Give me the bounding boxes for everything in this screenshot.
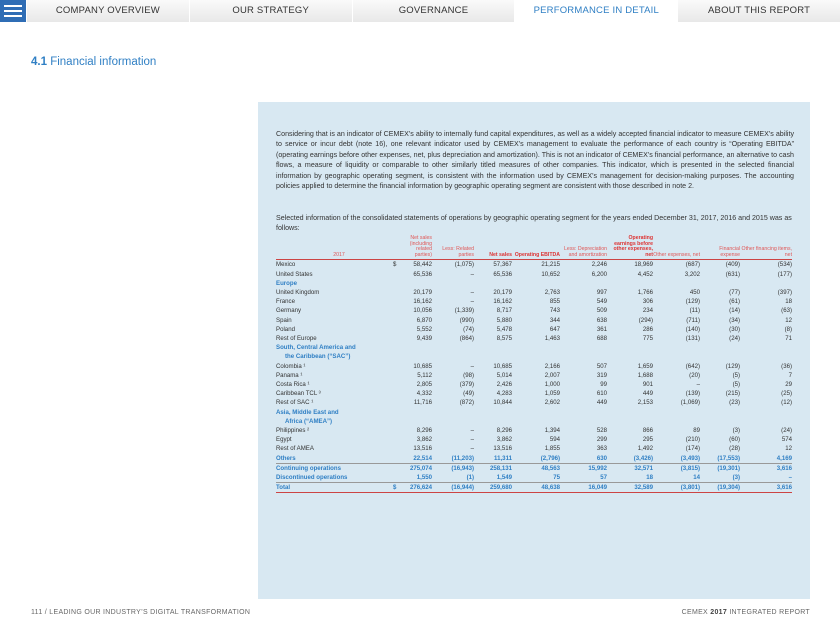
- tab-our-strategy[interactable]: OUR STRATEGY: [189, 0, 352, 22]
- table-group-row: [276, 343, 792, 352]
- currency-symbol: [390, 316, 402, 325]
- currency-symbol: [390, 444, 402, 453]
- currency-symbol: [390, 389, 402, 398]
- table-cell: 450: [689, 288, 701, 296]
- table-cell: 9,439: [416, 335, 433, 342]
- table-cell: 65,536: [413, 270, 433, 278]
- table-cell: (215): [725, 390, 741, 398]
- table-row: [276, 306, 792, 315]
- row-label: Poland: [276, 325, 295, 333]
- group-label: Asia, Middle East and: [276, 408, 339, 416]
- table-cell: 2,763: [544, 288, 561, 296]
- footer-left: [31, 609, 250, 616]
- table-cell: 10,685: [493, 362, 513, 370]
- table-cell: (60): [729, 436, 741, 444]
- table-cell: 2,246: [591, 261, 608, 269]
- table-cell: 32,571: [607, 463, 653, 473]
- table-cell: 32,589: [607, 483, 653, 493]
- table-row: [276, 297, 792, 306]
- table-cell: 688: [596, 335, 608, 342]
- table-cell: (19,304): [700, 483, 740, 493]
- row-label: United Kingdom: [276, 288, 320, 296]
- section-number: 4.1: [31, 56, 47, 68]
- hamburger-menu-icon[interactable]: [0, 0, 26, 22]
- footer-year: 2017: [710, 609, 728, 616]
- column-header: Net sales (including related parties): [402, 236, 432, 260]
- table-cell: –: [470, 362, 475, 370]
- table-header-row: [276, 236, 792, 260]
- table-cell: 2,426: [496, 381, 513, 389]
- table-cell: (8): [784, 325, 793, 333]
- table-body: [276, 260, 792, 493]
- table-cell: 16,162: [413, 298, 433, 306]
- group-label: Africa (“AMEA”): [285, 417, 333, 425]
- column-header: Net sales: [474, 236, 512, 260]
- table-cell: –: [788, 474, 793, 482]
- currency-symbol: [390, 426, 402, 435]
- table-cell: –: [470, 445, 475, 453]
- table-cell: –: [470, 298, 475, 306]
- table-cell: 286: [642, 325, 654, 333]
- financial-info-panel: [258, 102, 810, 599]
- table-cell: (98): [463, 371, 475, 379]
- table-cell: 1,688: [637, 371, 654, 379]
- table-cell: 630: [596, 454, 608, 462]
- table-cell: 6,200: [591, 270, 608, 278]
- table-cell: (49): [463, 390, 475, 398]
- table-cell: 8,296: [416, 427, 433, 435]
- table-cell: 71: [785, 335, 793, 342]
- table-cell: 610: [596, 390, 608, 398]
- table-cell: 5,552: [416, 325, 433, 333]
- table-cell: 1,855: [544, 445, 561, 453]
- table-cell: (397): [777, 288, 793, 296]
- currency-symbol: $: [390, 483, 402, 493]
- table-cell: 1,463: [544, 335, 561, 342]
- table-cell: 20,179: [413, 288, 433, 296]
- table-cell: (74): [463, 325, 475, 333]
- table-cell: 10,652: [541, 270, 561, 278]
- row-label: Egypt: [276, 436, 292, 444]
- table-cell: (409): [725, 261, 741, 269]
- table-cell: 997: [596, 288, 608, 296]
- table-cell: 21,215: [541, 261, 561, 269]
- table-cell: (77): [729, 288, 741, 296]
- currency-symbol: [390, 306, 402, 315]
- table-cell: 5,014: [496, 371, 513, 379]
- table-cell: 509: [596, 307, 608, 315]
- table-cell: –: [696, 381, 701, 389]
- currency-symbol: [390, 371, 402, 380]
- table-cell: (19,301): [700, 463, 740, 473]
- row-label: Spain: [276, 316, 292, 324]
- table-cell: 344: [549, 316, 561, 324]
- column-header: Other expenses, net: [653, 236, 700, 260]
- currency-symbol: [390, 473, 402, 483]
- intro-paragraph: Considering that is an indicator of CEMEX’s ability to internally fund capital expenditures, as well as a widely accepted financial indicator to measure CEMEX’s ability to service or incur debt (note 16), one relevant indicator used by CEMEX’s management to evaluate the performance of each country is “Operating EBITDA” (operating earnings before other expenses, net, plus depreciation and amortization). This is not an indicator of CEMEX’s financial performance, an alternative to cash flows, a measure of liquidity or comparable to other similarly titled measures of other companies. This indicator, which is presented in the selected financial information by geographic operating segment, is consistent with the information used by CEMEX’s management for decision-making purposes. The accounting policies applied to determine the financial information by geographic operating segment are consistent with those described in note 2.: [276, 130, 794, 191]
- table-cell: (5): [732, 371, 741, 379]
- table-cell: 16,049: [560, 483, 607, 493]
- table-cell: 10,685: [413, 362, 433, 370]
- table-cell: 2,805: [416, 381, 433, 389]
- table-cell: 1,492: [637, 445, 654, 453]
- table-group-row: [276, 352, 792, 361]
- table-row: [276, 435, 792, 444]
- table-cell: 48,563: [512, 463, 560, 473]
- table-row: [276, 398, 792, 407]
- table-cell: –: [470, 270, 475, 278]
- footer-report-title: INTEGRATED REPORT: [729, 609, 810, 616]
- table-cell: 2,166: [544, 362, 561, 370]
- table-row: [276, 334, 792, 343]
- table-cell: 8,296: [496, 427, 513, 435]
- table-cell: (139): [685, 390, 701, 398]
- currency-symbol: [390, 288, 402, 297]
- table-cell: 901: [642, 381, 654, 389]
- table-cell: 1,659: [637, 362, 654, 370]
- currency-symbol: [390, 270, 402, 279]
- table-cell: (864): [459, 335, 475, 342]
- table-cell: –: [470, 427, 475, 435]
- tab-performance-in-detail[interactable]: PERFORMANCE IN DETAIL: [514, 0, 677, 22]
- table-row: [276, 444, 792, 453]
- table-cell: 259,680: [474, 483, 512, 493]
- table-cell: 449: [642, 390, 654, 398]
- table-cell: (25): [781, 390, 793, 398]
- table-row: [276, 473, 792, 483]
- table-cell: 8,575: [496, 335, 513, 342]
- table-cell: (129): [725, 362, 741, 370]
- table-cell: (16,944): [432, 483, 474, 493]
- table-cell: (1,339): [454, 307, 475, 315]
- table-cell: 4,332: [416, 390, 433, 398]
- table-cell: 12: [785, 445, 793, 453]
- table-cell: (687): [685, 261, 701, 269]
- row-label: Rest of SAC ¹: [276, 399, 314, 407]
- table-year-header: 2017: [276, 236, 402, 260]
- table-cell: 507: [596, 362, 608, 370]
- table-cell: (711): [686, 316, 701, 324]
- table-cell: (3,493): [680, 454, 701, 462]
- table-cell: (177): [777, 270, 793, 278]
- table-row: [276, 380, 792, 389]
- table-cell: (30): [729, 325, 741, 333]
- table-cell: (36): [781, 362, 793, 370]
- top-navigation: [0, 0, 840, 22]
- table-cell: 275,074: [402, 463, 432, 473]
- table-cell: 234: [642, 307, 654, 315]
- table-row: [276, 389, 792, 398]
- table-cell: 12: [785, 316, 793, 324]
- table-row: [276, 288, 792, 297]
- table-cell: 549: [596, 298, 608, 306]
- table-cell: 299: [596, 436, 608, 444]
- currency-symbol: [390, 463, 402, 473]
- table-row: [276, 454, 792, 464]
- tab-governance[interactable]: GOVERNANCE: [352, 0, 515, 22]
- currency-symbol: [390, 362, 402, 371]
- table-cell: (17,553): [717, 454, 741, 462]
- table-cell: 1,549: [496, 474, 513, 482]
- table-cell: (990): [459, 316, 475, 324]
- table-row: [276, 463, 792, 473]
- table-cell: (140): [685, 325, 701, 333]
- table-cell: (210): [685, 436, 701, 444]
- table-cell: 3,862: [416, 436, 433, 444]
- row-label: Others: [276, 454, 296, 462]
- table-cell: 18: [785, 298, 793, 306]
- table-cell: (12): [781, 399, 793, 407]
- row-label: Costa Rica ¹: [276, 381, 310, 389]
- section-title: [31, 56, 156, 68]
- table-cell: 65,536: [493, 270, 513, 278]
- table-cell: 11,716: [413, 399, 433, 407]
- currency-symbol: [390, 398, 402, 407]
- table-cell: 276,624: [402, 483, 432, 493]
- page-number: 111: [31, 609, 43, 616]
- table-cell: (379): [459, 381, 475, 389]
- group-label: Europe: [276, 279, 297, 287]
- table-cell: (61): [729, 298, 741, 306]
- table-cell: (3,801): [653, 483, 700, 493]
- table-cell: 57: [600, 474, 608, 482]
- table-cell: 13,516: [493, 445, 513, 453]
- table-cell: 258,131: [474, 463, 512, 473]
- tab-about-this-report[interactable]: ABOUT THIS REPORT: [677, 0, 840, 22]
- table-cell: –: [470, 288, 475, 296]
- table-cell: (3): [732, 427, 741, 435]
- table-cell: (11): [689, 307, 701, 315]
- table-cell: (642): [685, 362, 701, 370]
- table-cell: (1,069): [680, 399, 701, 407]
- table-cell: 57,367: [493, 261, 513, 269]
- table-cell: (34): [729, 316, 741, 324]
- footer-right: [682, 609, 810, 616]
- table-row: [276, 325, 792, 334]
- table-cell: 29: [785, 381, 793, 389]
- row-label: Rest of AMEA: [276, 445, 314, 453]
- table-cell: 18: [646, 474, 654, 482]
- nav-tabs: [26, 0, 840, 22]
- row-label: Rest of Europe: [276, 335, 317, 342]
- row-label: Germany: [276, 307, 302, 315]
- table-cell: 3,616: [740, 463, 792, 473]
- table-cell: 16,162: [493, 298, 513, 306]
- table-cell: 18,969: [634, 261, 654, 269]
- table-row: [276, 371, 792, 380]
- table-cell: 855: [549, 298, 561, 306]
- column-header: Less: Depreciation and amortization: [560, 236, 607, 260]
- row-label: Total: [276, 483, 390, 493]
- currency-symbol: [390, 454, 402, 464]
- table-row: [276, 260, 792, 270]
- row-label: United States: [276, 270, 313, 278]
- table-cell: 11,311: [494, 454, 513, 462]
- table-cell: (3,815): [653, 463, 700, 473]
- table-cell: (3): [732, 474, 741, 482]
- table-cell: 866: [642, 427, 654, 435]
- table-cell: 3,862: [496, 436, 513, 444]
- table-cell: 2,007: [544, 371, 561, 379]
- table-cell: 306: [642, 298, 654, 306]
- table-cell: (1): [466, 474, 475, 482]
- column-header: Operating EBITDA: [512, 236, 560, 260]
- table-cell: 1,766: [637, 288, 654, 296]
- table-cell: 5,478: [496, 325, 513, 333]
- table-cell: (16,943): [432, 463, 474, 473]
- row-label: Discontinued operations: [276, 474, 348, 482]
- group-label: South, Central America and: [276, 344, 356, 352]
- table-cell: 1,550: [416, 474, 433, 482]
- table-cell: (872): [459, 399, 475, 407]
- table-cell: (11,203): [451, 454, 475, 462]
- table-cell: 1,059: [544, 390, 561, 398]
- table-cell: 775: [642, 335, 654, 342]
- segment-financial-table: [276, 236, 792, 493]
- table-cell: 363: [596, 445, 608, 453]
- table-group-row: [276, 417, 792, 426]
- row-label: Philippines ²: [276, 427, 310, 435]
- table-cell: 574: [781, 436, 793, 444]
- column-header: Financial expense: [700, 236, 740, 260]
- footer-brand: CEMEX: [681, 609, 709, 616]
- row-label: Mexico: [276, 261, 296, 269]
- table-cell: 13,516: [413, 445, 433, 453]
- table-cell: 89: [693, 427, 701, 435]
- table-cell: 58,442: [413, 261, 433, 269]
- table-row: [276, 426, 792, 435]
- table-group-row: [276, 408, 792, 417]
- currency-symbol: [390, 334, 402, 343]
- table-cell: 638: [596, 316, 608, 324]
- table-cell: 1,394: [544, 427, 561, 435]
- table-cell: 8,717: [496, 307, 513, 315]
- table-cell: –: [470, 436, 475, 444]
- footer-tagline: / LEADING OUR INDUSTRY’S DIGITAL TRANSFORMATION: [44, 609, 251, 616]
- table-cell: (129): [685, 298, 701, 306]
- table-cell: (24): [729, 335, 741, 342]
- table-cell: 4,283: [496, 390, 513, 398]
- table-cell: 2,602: [544, 399, 561, 407]
- table-cell: 361: [596, 325, 608, 333]
- column-header: Operating earnings before other expenses, net: [607, 236, 653, 260]
- table-cell: 2,153: [637, 399, 654, 407]
- table-intro-paragraph: Selected information of the consolidated statements of operations by geographic operating segment for the years ended December 31, 2017, 2016 and 2015 was as follows:: [276, 214, 792, 233]
- table-cell: (631): [725, 270, 741, 278]
- row-label: France: [276, 298, 295, 306]
- table-row: [276, 362, 792, 371]
- table-row: [276, 483, 792, 493]
- table-row: [276, 316, 792, 325]
- table-cell: 48,638: [512, 483, 560, 493]
- table-cell: 3,202: [684, 270, 701, 278]
- group-label: the Caribbean (“SAC”): [285, 353, 351, 361]
- section-title-text: Financial information: [50, 56, 157, 68]
- table-cell: (174): [685, 445, 701, 453]
- table-cell: (294): [638, 316, 654, 324]
- row-label: Colombia ¹: [276, 362, 306, 370]
- row-label: Caribbean TCL ³: [276, 390, 321, 398]
- table-cell: (3,426): [633, 454, 654, 462]
- table-cell: 5,112: [417, 371, 433, 379]
- table-cell: 75: [553, 474, 561, 482]
- table-cell: 15,992: [560, 463, 607, 473]
- table-cell: 7: [788, 371, 793, 379]
- table-cell: (5): [732, 381, 741, 389]
- currency-symbol: [390, 325, 402, 334]
- table-cell: (131): [685, 335, 701, 342]
- table-cell: 528: [596, 427, 608, 435]
- table-cell: 99: [600, 381, 608, 389]
- table-cell: 10,844: [493, 399, 513, 407]
- table-group-row: [276, 279, 792, 288]
- column-header: Less: Related parties: [432, 236, 474, 260]
- table-cell: 14: [693, 474, 701, 482]
- table-cell: (63): [781, 307, 793, 315]
- table-cell: 594: [549, 436, 561, 444]
- table-cell: (20): [689, 371, 701, 379]
- table-cell: 743: [549, 307, 561, 315]
- table-row: [276, 270, 792, 279]
- table-cell: 4,452: [637, 270, 654, 278]
- row-label: Continuing operations: [276, 463, 390, 473]
- table-cell: 22,514: [413, 454, 433, 462]
- table-cell: (1,075): [454, 261, 475, 269]
- table-cell: 1,000: [544, 381, 561, 389]
- table-cell: 4,169: [776, 454, 793, 462]
- table-cell: 20,179: [493, 288, 513, 296]
- currency-symbol: [390, 435, 402, 444]
- table-cell: (534): [777, 261, 793, 269]
- currency-symbol: $: [393, 261, 397, 269]
- currency-symbol: [390, 297, 402, 306]
- table-cell: (2,796): [540, 454, 561, 462]
- table-cell: 647: [549, 325, 561, 333]
- currency-symbol: [390, 380, 402, 389]
- table-cell: (23): [729, 399, 741, 407]
- table-cell: 319: [596, 371, 608, 379]
- row-label: Panama ¹: [276, 371, 303, 379]
- table-cell: 5,880: [496, 316, 513, 324]
- table-cell: 449: [596, 399, 608, 407]
- tab-company-overview[interactable]: COMPANY OVERVIEW: [26, 0, 189, 22]
- table-cell: 295: [642, 436, 654, 444]
- table-cell: (28): [729, 445, 741, 453]
- table-cell: 3,616: [740, 483, 792, 493]
- column-header: Other financing items, net: [740, 236, 792, 260]
- table-cell: (14): [729, 307, 741, 315]
- table-cell: 10,056: [413, 307, 433, 315]
- table-cell: 6,870: [416, 316, 433, 324]
- table-cell: (24): [781, 427, 793, 435]
